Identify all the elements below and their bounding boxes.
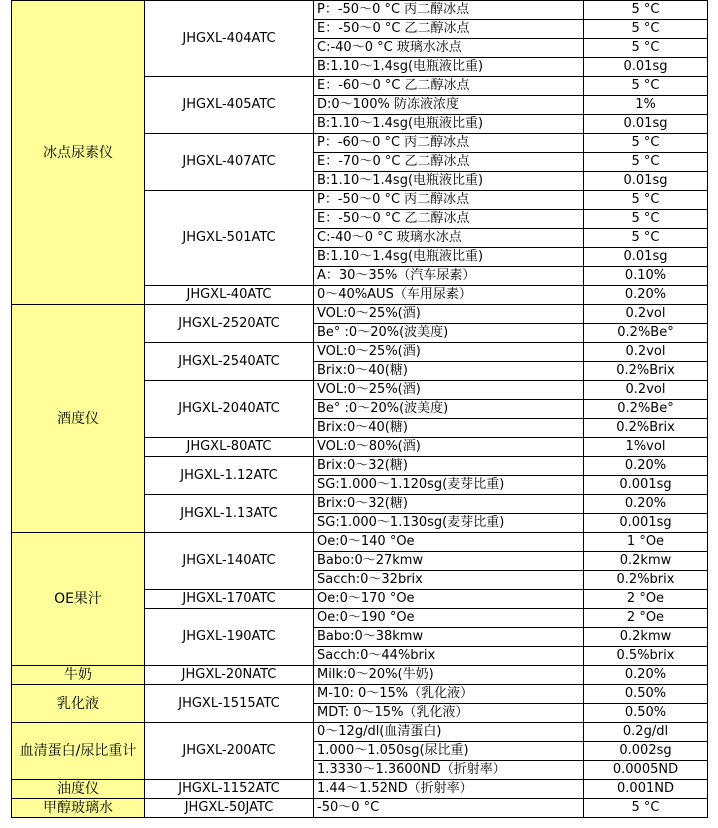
accuracy-cell: 0.01sg [584,115,708,134]
range-cell: Be° :0～20%(波美度) [314,324,584,343]
range-cell: Babo:0～38kmw [314,628,584,647]
model-cell: JHGXL-80ATC [145,438,314,457]
accuracy-cell: 1%vol [584,438,708,457]
range-cell: Sacch:0～44%brix [314,647,584,666]
range-cell: Brix:0～40(糖) [314,362,584,381]
model-cell: JHGXL-407ATC [145,134,314,191]
range-cell: Brix:0～40(糖) [314,419,584,438]
range-cell: Oe:0～190 °Oe [314,609,584,628]
table-row [12,533,708,552]
category-cell: 酒度仪 [12,305,145,533]
accuracy-cell: 5 °C [584,77,708,96]
range-cell: Brix:0～32(糖) [314,457,584,476]
table-row [12,685,708,704]
accuracy-cell: 0.01sg [584,172,708,191]
range-cell: B:1.10～1.4sg(电瓶液比重) [314,172,584,191]
range-cell: B:1.10～1.4sg(电瓶液比重) [314,58,584,77]
model-cell: JHGXL-1152ATC [145,780,314,799]
range-cell: C:-40～0 °C 玻璃水冰点 [314,39,584,58]
accuracy-cell: 5 °C [584,210,708,229]
table-row [12,780,708,799]
range-cell: SG:1.000～1.130sg(麦芽比重) [314,514,584,533]
accuracy-cell: 0.20% [584,495,708,514]
accuracy-cell: 0.2vol [584,305,708,324]
model-cell: JHGXL-200ATC [145,723,314,780]
accuracy-cell: 0.2%Brix [584,419,708,438]
accuracy-cell: 0.20% [584,457,708,476]
model-cell: JHGXL-2520ATC [145,305,314,343]
accuracy-cell: 0.001sg [584,514,708,533]
accuracy-cell: 0.50% [584,685,708,704]
accuracy-cell: 0.01sg [584,248,708,267]
accuracy-cell: 0.002sg [584,742,708,761]
range-cell: Be° :0～20%(波美度) [314,400,584,419]
model-cell: JHGXL-140ATC [145,533,314,590]
category-cell: OE果汁 [12,533,145,666]
spec-table-body [12,1,708,818]
accuracy-cell: 2 °Oe [584,609,708,628]
range-cell: D:0～100% 防冻液浓度 [314,96,584,115]
accuracy-cell: 1 °Oe [584,533,708,552]
range-cell: 1.000～1.050sg(尿比重) [314,742,584,761]
model-cell: JHGXL-2540ATC [145,343,314,381]
accuracy-cell: 0.20% [584,666,708,685]
category-cell: 牛奶 [12,666,145,685]
range-cell: C:-40～0 °C 玻璃水冰点 [314,229,584,248]
model-cell: JHGXL-1.12ATC [145,457,314,495]
accuracy-cell: 5 °C [584,39,708,58]
model-cell: JHGXL-501ATC [145,191,314,286]
accuracy-cell: 0.01sg [584,58,708,77]
range-cell: 1.3330～1.3600ND（折射率） [314,761,584,780]
accuracy-cell: 5 °C [584,134,708,153]
model-cell: JHGXL-50JATC [145,799,314,818]
accuracy-cell: 5 °C [584,153,708,172]
model-cell: JHGXL-2040ATC [145,381,314,438]
accuracy-cell: 2 °Oe [584,590,708,609]
range-cell: P：-50～0 °C 丙二醇冰点 [314,191,584,210]
category-cell: 血清蛋白/尿比重计 [12,723,145,780]
accuracy-cell: 0.2kmw [584,552,708,571]
accuracy-cell: 0.2vol [584,381,708,400]
range-cell: Oe:0～170 °Oe [314,590,584,609]
category-cell: 乳化液 [12,685,145,723]
accuracy-cell: 0.10% [584,267,708,286]
accuracy-cell: 5 °C [584,191,708,210]
accuracy-cell: 1% [584,96,708,115]
accuracy-cell: 0.50% [584,704,708,723]
range-cell: VOL:0～25%(酒) [314,305,584,324]
accuracy-cell: 0.0005ND [584,761,708,780]
range-cell: Oe:0～140 °Oe [314,533,584,552]
accuracy-cell: 5 °C [584,799,708,818]
range-cell: E：-60～0 °C 乙二醇冰点 [314,77,584,96]
range-cell: 0～40%AUS（车用尿素） [314,286,584,305]
model-cell: JHGXL-404ATC [145,1,314,77]
category-cell: 甲醇玻璃水 [12,799,145,818]
range-cell: A：30～35%（汽车尿素） [314,267,584,286]
model-cell: JHGXL-190ATC [145,609,314,666]
accuracy-cell: 0.2%Be° [584,324,708,343]
model-cell: JHGXL-170ATC [145,590,314,609]
range-cell: P：-60～0 °C 丙二醇冰点 [314,134,584,153]
range-cell: E：-50～0 °C 乙二醇冰点 [314,20,584,39]
range-cell: B:1.10～1.4sg(电瓶液比重) [314,115,584,134]
range-cell: P：-50～0 °C 丙二醇冰点 [314,1,584,20]
range-cell: VOL:0～80%(酒) [314,438,584,457]
product-spec-table [11,0,708,818]
table-row [12,723,708,742]
category-cell: 冰点尿素仪 [12,1,145,305]
range-cell: -50～0 °C [314,799,584,818]
accuracy-cell: 0.2%brix [584,571,708,590]
range-cell: B:1.10～1.4sg(电瓶液比重) [314,248,584,267]
model-cell: JHGXL-405ATC [145,77,314,134]
range-cell: M-10: 0～15%（乳化液） [314,685,584,704]
range-cell: Milk:0～20%(牛奶) [314,666,584,685]
accuracy-cell: 0.2vol [584,343,708,362]
accuracy-cell: 5 °C [584,1,708,20]
range-cell: 1.44～1.52ND（折射率） [314,780,584,799]
range-cell: Brix:0～32(糖) [314,495,584,514]
accuracy-cell: 0.001ND [584,780,708,799]
range-cell: E：-50～0 °C 乙二醇冰点 [314,210,584,229]
model-cell: JHGXL-1.13ATC [145,495,314,533]
category-cell: 油度仪 [12,780,145,799]
accuracy-cell: 0.20% [584,286,708,305]
accuracy-cell: 0.2g/dl [584,723,708,742]
range-cell: SG:1.000～1.120sg(麦芽比重) [314,476,584,495]
table-row [12,305,708,324]
accuracy-cell: 0.2%Brix [584,362,708,381]
range-cell: VOL:0～25%(酒) [314,381,584,400]
range-cell: 0～12g/dl(血清蛋白) [314,723,584,742]
range-cell: VOL:0～25%(酒) [314,343,584,362]
range-cell: MDT: 0～15%（乳化液） [314,704,584,723]
range-cell: Sacch:0～32brix [314,571,584,590]
table-row [12,799,708,818]
accuracy-cell: 0.5%brix [584,647,708,666]
range-cell: Babo:0～27kmw [314,552,584,571]
table-row [12,1,708,20]
range-cell: E：-70～0 °C 乙二醇冰点 [314,153,584,172]
table-row [12,666,708,685]
model-cell: JHGXL-40ATC [145,286,314,305]
accuracy-cell: 5 °C [584,20,708,39]
model-cell: JHGXL-20NATC [145,666,314,685]
accuracy-cell: 0.2kmw [584,628,708,647]
accuracy-cell: 5 °C [584,229,708,248]
accuracy-cell: 0.001sg [584,476,708,495]
model-cell: JHGXL-1515ATC [145,685,314,723]
accuracy-cell: 0.2%Be° [584,400,708,419]
